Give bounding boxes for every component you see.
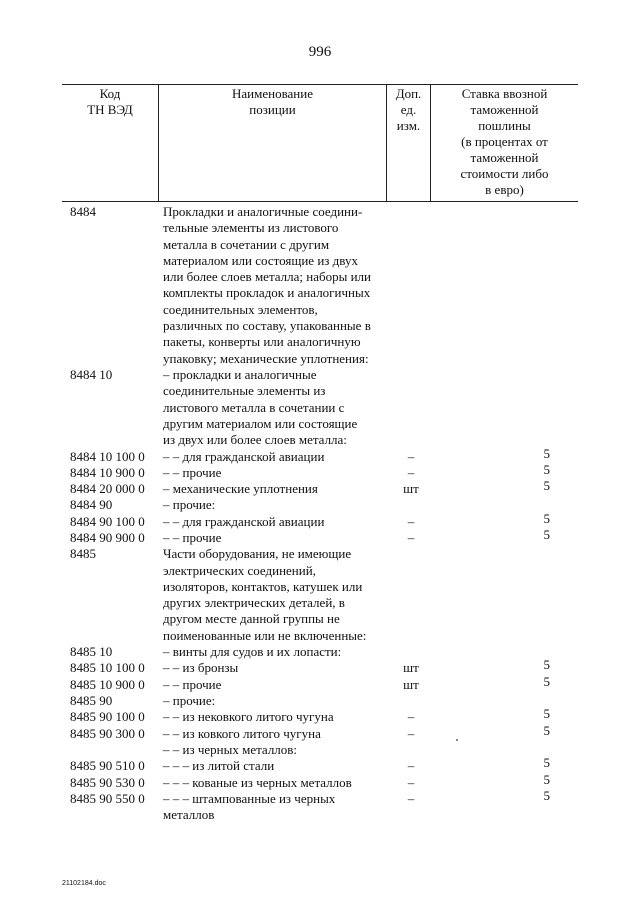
stray-dot <box>456 739 458 741</box>
description-line: комплекты прокладок и аналогичных <box>163 285 371 301</box>
row-code: 8485 90 <box>70 693 113 708</box>
row-rate: 5 <box>543 657 550 673</box>
page-number: 996 <box>308 44 332 60</box>
description-line: или более слоев металла; наборы или <box>163 269 371 285</box>
row-unit: – <box>407 725 415 741</box>
description-line: другим материалом или состоящие <box>163 415 358 431</box>
row-description <box>163 726 391 742</box>
header-rate: Ставка ввозной таможенной пошлины (в процентах от таможенной стоимости либо в евро) <box>460 86 549 197</box>
row-description <box>163 660 391 676</box>
row-unit: – <box>407 790 415 806</box>
row-rate: 5 <box>543 755 550 771</box>
description-line: упаковку; механические уплотнения: <box>163 350 369 366</box>
row-description <box>163 449 391 465</box>
row-unit: шт <box>403 676 419 692</box>
row-description <box>163 530 391 546</box>
description-line: – – для гражданской авиации <box>163 513 325 529</box>
header-code: Код ТН ВЭД <box>87 86 133 117</box>
row-unit: – <box>407 448 415 464</box>
table-header-bottom-rule <box>62 201 578 202</box>
description-line: – – из бронзы <box>163 660 239 676</box>
description-line: – – из ковкого литого чугуна <box>163 725 321 741</box>
description-line: – – – из литой стали <box>163 758 275 774</box>
description-line: – – прочие <box>163 464 222 480</box>
row-description <box>163 497 391 513</box>
row-rate: 5 <box>543 445 550 461</box>
row-code: 8485 10 100 0 <box>70 660 145 676</box>
row-description <box>163 644 391 660</box>
row-unit: – <box>407 709 415 725</box>
row-rate: 5 <box>543 527 550 542</box>
description-line: – механические уплотнения <box>163 481 318 497</box>
row-description <box>163 775 391 791</box>
row-description <box>163 481 391 497</box>
description-line: – прокладки и аналогичные <box>163 367 317 382</box>
description-line: изоляторов, контактов, катушек или <box>163 578 363 594</box>
row-description <box>163 693 391 709</box>
description-line: металлов <box>163 807 215 823</box>
description-line: – – из черных металлов: <box>163 741 298 757</box>
description-line: металла в сочетании с другим <box>163 236 330 252</box>
row-rate: 5 <box>543 771 550 787</box>
row-code: 8485 10 <box>70 644 113 660</box>
description-line: материалом или состоящие из двух <box>163 252 358 268</box>
table-header-top-rule <box>62 84 578 85</box>
row-rate: 5 <box>543 787 550 803</box>
description-line: – – прочие <box>163 530 222 545</box>
row-rate: 5 <box>543 706 550 722</box>
description-line: других электрических деталей, в <box>163 595 345 611</box>
description-line: – – – штампованные из черных <box>163 790 336 806</box>
row-code: 8484 10 900 0 <box>70 464 145 480</box>
description-line: другом месте данной группы не <box>163 611 340 627</box>
row-description <box>163 677 391 693</box>
row-code: 8484 90 100 0 <box>70 513 145 529</box>
description-line: – прочие: <box>163 693 216 708</box>
row-code: 8484 <box>70 204 96 219</box>
row-code: 8485 90 550 0 <box>70 790 145 806</box>
row-rate: 5 <box>543 673 550 689</box>
row-description <box>163 465 391 481</box>
footer-filename: 21102184.doc <box>62 880 106 887</box>
row-code: 8485 90 510 0 <box>70 758 145 774</box>
row-unit: – <box>407 758 415 774</box>
description-line: электрических соединений, <box>163 562 316 578</box>
row-code: 8485 90 530 0 <box>70 774 145 790</box>
description-line: соединительных элементов, <box>163 301 318 317</box>
description-line: листового металла в сочетании с <box>163 399 345 415</box>
row-code: 8484 10 100 0 <box>70 448 145 464</box>
description-line: Части оборудования, не имеющие <box>163 546 352 562</box>
description-line: – – прочие <box>163 676 222 692</box>
row-code: 8484 90 <box>70 497 113 513</box>
row-description <box>163 367 391 448</box>
row-description <box>163 742 391 758</box>
header-name: Наименование позиции <box>232 86 313 117</box>
row-description <box>163 204 391 367</box>
row-description <box>163 709 391 725</box>
row-description <box>163 758 391 774</box>
row-unit: шт <box>403 481 419 497</box>
description-line: различных по составу, упакованные в <box>163 318 371 334</box>
description-line: пакеты, конверты или аналогичную <box>163 334 361 350</box>
description-line: Прокладки и аналогичные соедини- <box>163 204 363 219</box>
description-line: – винты для судов и их лопасти: <box>163 644 342 660</box>
description-line: – – из нековкого литого чугуна <box>163 709 334 725</box>
row-description <box>163 791 391 824</box>
row-unit: – <box>407 513 415 529</box>
row-unit: – <box>407 464 415 480</box>
row-description <box>163 514 391 530</box>
description-line: тельные элементы из листового <box>163 220 339 236</box>
description-line: соединительные элементы из <box>163 383 326 399</box>
row-code: 8484 20 000 0 <box>70 481 145 497</box>
row-unit: шт <box>403 660 419 676</box>
description-line: – прочие: <box>163 497 216 513</box>
row-rate: 5 <box>543 510 550 526</box>
row-rate: 5 <box>543 478 550 494</box>
row-code: 8485 90 100 0 <box>70 709 145 725</box>
row-rate: 5 <box>543 461 550 477</box>
row-code: 8485 10 900 0 <box>70 676 145 692</box>
row-code: 8485 90 300 0 <box>70 725 145 741</box>
description-line: поименованные или не включенные: <box>163 627 367 643</box>
row-rate: 5 <box>543 722 550 738</box>
row-unit: – <box>407 774 415 790</box>
row-description <box>163 546 391 644</box>
description-line: – – – кованые из черных металлов <box>163 774 352 790</box>
row-unit: – <box>407 530 415 545</box>
description-line: – – для гражданской авиации <box>163 448 325 464</box>
row-code: 8484 90 900 0 <box>70 530 145 545</box>
header-unit: Доп. ед. изм. <box>395 86 422 133</box>
row-code: 8485 <box>70 546 96 562</box>
row-code: 8484 10 <box>70 367 113 382</box>
description-line: из двух или более слоев металла: <box>163 432 347 448</box>
